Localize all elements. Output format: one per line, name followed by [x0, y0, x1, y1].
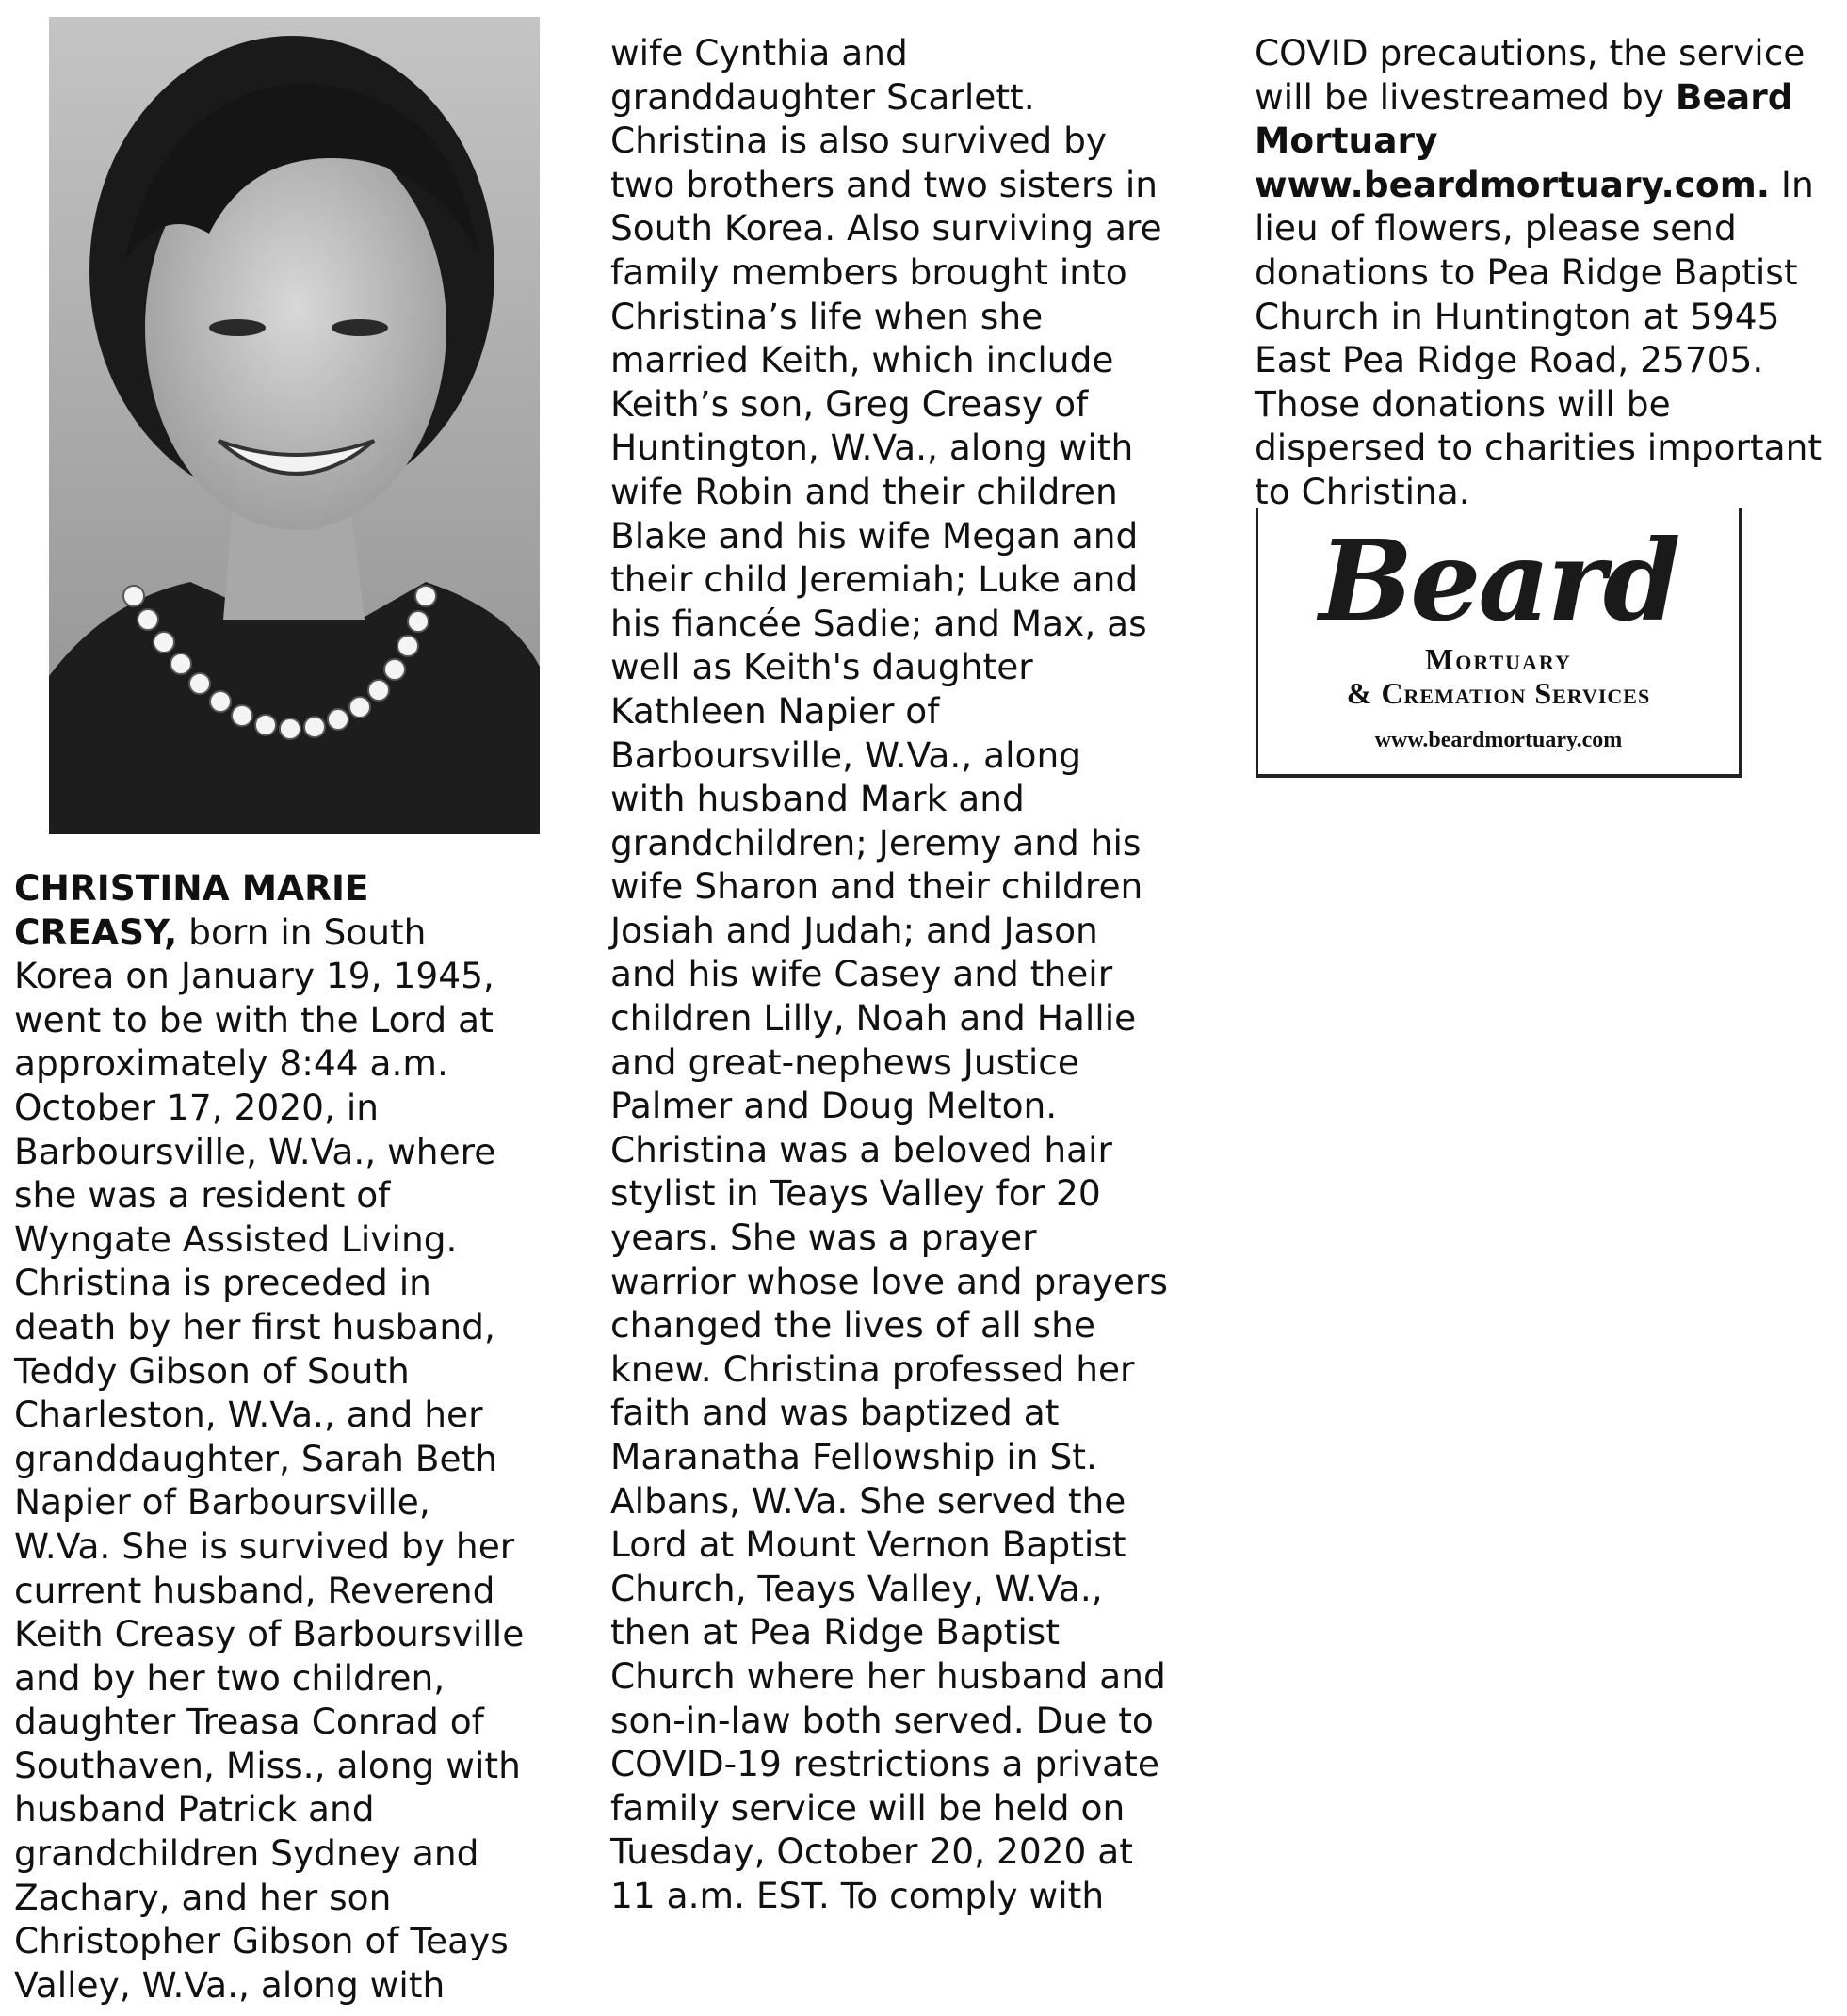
text-run: Teddy Gibson of South: [14, 1349, 410, 1392]
text-run: donations to Pea Ridge Baptist: [1255, 250, 1798, 293]
obituary-line: [1255, 382, 1822, 427]
obituary-line: [14, 1086, 524, 1130]
bold-text-run: www.beardmortuary.com.: [1255, 163, 1771, 205]
obituary-line: [610, 1260, 1168, 1304]
obituary-line: [14, 1349, 524, 1394]
obituary-line: [14, 1393, 524, 1437]
text-run: lieu of flowers, please send: [1255, 207, 1737, 250]
logo-mortuary-text: Mortuary: [1425, 642, 1572, 676]
obituary-line: [610, 1347, 1168, 1392]
obituary-line: [610, 996, 1168, 1040]
obituary-column-1: [14, 866, 524, 2007]
text-run: and great-nephews Justice: [610, 1040, 1079, 1083]
text-run: then at Pea Ridge Baptist: [610, 1611, 1061, 1653]
text-run: COVID-19 restrictions a private: [610, 1743, 1159, 1785]
portrait-photo: [49, 17, 540, 834]
obituary-line: [1255, 295, 1822, 339]
text-run: well as Keith's daughter: [610, 646, 1033, 688]
text-run: Christina was a beloved hair: [610, 1128, 1112, 1170]
obituary-line: [1255, 31, 1822, 75]
obituary-line: [610, 1216, 1168, 1260]
logo-url-text: www.beardmortuary.com: [1374, 728, 1623, 752]
text-run: his fiancée Sadie; and Max, as: [610, 602, 1147, 644]
portrait-illustration: [49, 17, 540, 834]
obituary-line: [14, 998, 524, 1042]
obituary-line: [610, 75, 1168, 120]
obituary-line: [610, 514, 1168, 558]
text-run: Christina’s life when she: [610, 295, 1044, 337]
text-run: went to be with the Lord at: [14, 998, 494, 1040]
obituary-line: [610, 1742, 1168, 1786]
obituary-line: [610, 1610, 1168, 1654]
text-run: married Keith, which include: [610, 339, 1114, 381]
obituary-line: [610, 1084, 1168, 1128]
obituary-line: [610, 645, 1168, 689]
obituary-line: [14, 1173, 524, 1218]
obituary-line: [14, 1305, 524, 1349]
text-run: East Pea Ridge Road, 25705.: [1255, 339, 1764, 381]
text-run: Southaven, Miss., along with: [14, 1744, 521, 1786]
obituary-line: [610, 1786, 1168, 1831]
obituary-line: [610, 1830, 1168, 1874]
obituary-line: [14, 1876, 524, 1920]
obituary-line: [610, 382, 1168, 427]
text-run: Tuesday, October 20, 2020 at: [610, 1831, 1133, 1873]
obituary-line: [14, 954, 524, 998]
obituary-line: [610, 1699, 1168, 1743]
text-run: with husband Mark and: [610, 778, 1025, 820]
text-run: death by her first husband,: [14, 1305, 495, 1347]
obituary-line: [610, 470, 1168, 514]
obituary-line: [610, 557, 1168, 602]
bold-text-run: Beard: [1675, 75, 1793, 118]
obituary-line: [610, 689, 1168, 734]
text-run: approximately 8:44 a.m.: [14, 1042, 448, 1085]
text-run: daughter Treasa Conrad of: [14, 1701, 484, 1743]
obituary-line: [610, 864, 1168, 909]
text-run: granddaughter Scarlett.: [610, 75, 1035, 118]
text-run: Josiah and Judah; and Jason: [610, 909, 1098, 951]
obituary-line: [1255, 470, 1822, 514]
obituary-line: [14, 1218, 524, 1262]
text-run: grandchildren Sydney and: [14, 1832, 479, 1875]
obituary-line: [610, 250, 1168, 295]
text-run: born in South: [177, 911, 427, 953]
obituary-line: [14, 866, 524, 911]
text-run: Charleston, W.Va., and her: [14, 1394, 483, 1436]
text-run: Church in Huntington at 5945: [1255, 295, 1780, 337]
text-run: children Lilly, Noah and Hallie: [610, 997, 1137, 1040]
text-run: South Korea. Also surviving are: [610, 207, 1162, 250]
obituary-line: [610, 909, 1168, 953]
text-run: current husband, Reverend: [14, 1569, 495, 1611]
text-run: stylist in Teays Valley for 20: [610, 1172, 1101, 1215]
text-run: husband Patrick and: [14, 1788, 375, 1831]
obituary-line: [14, 1831, 524, 1876]
bold-text-run: CREASY,: [14, 911, 178, 953]
obituary-line: [610, 1523, 1168, 1567]
text-run: wife Sharon and their children: [610, 865, 1143, 908]
text-run: In: [1770, 163, 1814, 205]
text-run: warrior whose love and prayers: [610, 1260, 1168, 1302]
text-run: Korea on January 19, 1945,: [14, 955, 494, 997]
text-run: to Christina.: [1255, 470, 1470, 512]
obituary-line: [610, 426, 1168, 470]
text-run: wife Robin and their children: [610, 470, 1118, 512]
text-run: Christopher Gibson of Teays: [14, 1920, 509, 1962]
obituary-line: [14, 1130, 524, 1174]
obituary-line: [14, 1963, 524, 2008]
obituary-line: [610, 1391, 1168, 1435]
obituary-line: [610, 1567, 1168, 1611]
text-run: dispersed to charities important: [1255, 427, 1823, 469]
text-run: Those donations will be: [1255, 382, 1671, 425]
text-run: W.Va. She is survived by her: [14, 1524, 515, 1567]
text-run: October 17, 2020, in: [14, 1086, 380, 1128]
text-run: family members brought into: [610, 250, 1127, 293]
obituary-line: [610, 1303, 1168, 1347]
text-run: Keith’s son, Greg Creasy of: [610, 382, 1089, 425]
obituary-line: [14, 1612, 524, 1656]
text-run: she was a resident of: [14, 1174, 391, 1217]
text-run: Keith Creasy of Barboursville: [14, 1613, 525, 1655]
obituary-column-3: [1255, 31, 1822, 514]
text-run: two brothers and two sisters in: [610, 163, 1158, 205]
text-run: 11 a.m. EST. To comply with: [610, 1874, 1105, 1916]
logo-cremation-text: & Cremation Services: [1346, 676, 1651, 710]
obituary-line: [610, 295, 1168, 339]
obituary-line: [610, 1171, 1168, 1216]
obituary-line: [1255, 250, 1822, 295]
obituary-line: [14, 1480, 524, 1524]
obituary-line: [610, 1479, 1168, 1524]
text-run: years. She was a prayer: [610, 1217, 1037, 1259]
obituary-line: [610, 31, 1168, 75]
obituary-line: [610, 1874, 1168, 1918]
text-run: and by her two children,: [14, 1656, 446, 1699]
text-run: family service will be held on: [610, 1786, 1126, 1829]
bold-text-run: CHRISTINA MARIE: [14, 867, 369, 909]
text-run: Napier of Barboursville,: [14, 1481, 430, 1524]
obituary-line: [610, 163, 1168, 207]
bold-text-run: Mortuary: [1255, 120, 1438, 162]
obituary-line: [14, 1437, 524, 1481]
text-run: will be livestreamed by: [1255, 75, 1676, 118]
text-run: Christina is preceded in: [14, 1262, 431, 1304]
obituary-line: [610, 821, 1168, 865]
obituary-line: [610, 338, 1168, 382]
obituary-line: [14, 1700, 524, 1744]
text-run: wife Cynthia and: [610, 32, 908, 73]
obituary-line: [610, 119, 1168, 163]
obituary-line: [610, 206, 1168, 250]
text-run: Kathleen Napier of: [610, 689, 940, 732]
obituary-line: [14, 1656, 524, 1701]
obituary-line: [14, 1261, 524, 1305]
text-run: changed the lives of all she: [610, 1304, 1095, 1347]
obituary-line: [14, 1744, 524, 1788]
obituary-line: [1255, 163, 1822, 207]
obituary-line: [610, 734, 1168, 778]
obituary-line: [14, 1569, 524, 1613]
obituary-line: [1255, 119, 1822, 163]
obituary-line: [610, 602, 1168, 646]
text-run: Zachary, and her son: [14, 1876, 392, 1918]
obituary-line: [1255, 426, 1822, 470]
text-run: Maranatha Fellowship in St.: [610, 1436, 1097, 1477]
text-run: Blake and his wife Megan and: [610, 514, 1139, 556]
obituary-line: [610, 1654, 1168, 1699]
obituary-line: [1255, 338, 1822, 382]
obituary-line: [14, 1041, 524, 1086]
text-run: and his wife Casey and their: [610, 953, 1113, 995]
obituary-line: [14, 1787, 524, 1831]
obituary-line: [610, 1128, 1168, 1172]
obituary-line: [610, 777, 1168, 821]
text-run: Wyngate Assisted Living.: [14, 1218, 458, 1260]
text-run: grandchildren; Jeremy and his: [610, 821, 1142, 863]
obituary-line: [14, 1524, 524, 1569]
logo-script-wordmark: Beard: [1319, 515, 1678, 646]
text-run: Christina is also survived by: [610, 120, 1108, 162]
text-run: Albans, W.Va. She served the: [610, 1479, 1126, 1522]
obituary-line: [1255, 206, 1822, 250]
text-run: Barboursville, W.Va., where: [14, 1130, 496, 1172]
obituary-line: [610, 1040, 1168, 1085]
beard-mortuary-logo: [1256, 508, 1742, 778]
text-run: Barboursville, W.Va., along: [610, 734, 1082, 776]
obituary-line: [610, 1435, 1168, 1479]
text-run: Church, Teays Valley, W.Va.,: [610, 1567, 1103, 1609]
obituary-line: [14, 911, 524, 955]
text-run: Huntington, W.Va., along with: [610, 427, 1134, 469]
text-run: son-in-law both served. Due to: [610, 1699, 1154, 1741]
text-run: knew. Christina professed her: [610, 1347, 1135, 1390]
text-run: Lord at Mount Vernon Baptist: [610, 1524, 1126, 1566]
obituary-line: [14, 1919, 524, 1963]
text-run: Palmer and Doug Melton.: [610, 1085, 1058, 1127]
text-run: granddaughter, Sarah Beth: [14, 1437, 498, 1479]
text-run: Valley, W.Va., along with: [14, 1963, 446, 2006]
text-run: faith and was baptized at: [610, 1392, 1060, 1434]
obituary-line: [610, 952, 1168, 996]
obituary-column-2: [610, 31, 1168, 1918]
text-run: COVID precautions, the service: [1255, 32, 1806, 73]
obituary-line: [1255, 75, 1822, 120]
text-run: their child Jeremiah; Luke and: [610, 558, 1139, 601]
text-run: Church where her husband and: [610, 1654, 1166, 1697]
